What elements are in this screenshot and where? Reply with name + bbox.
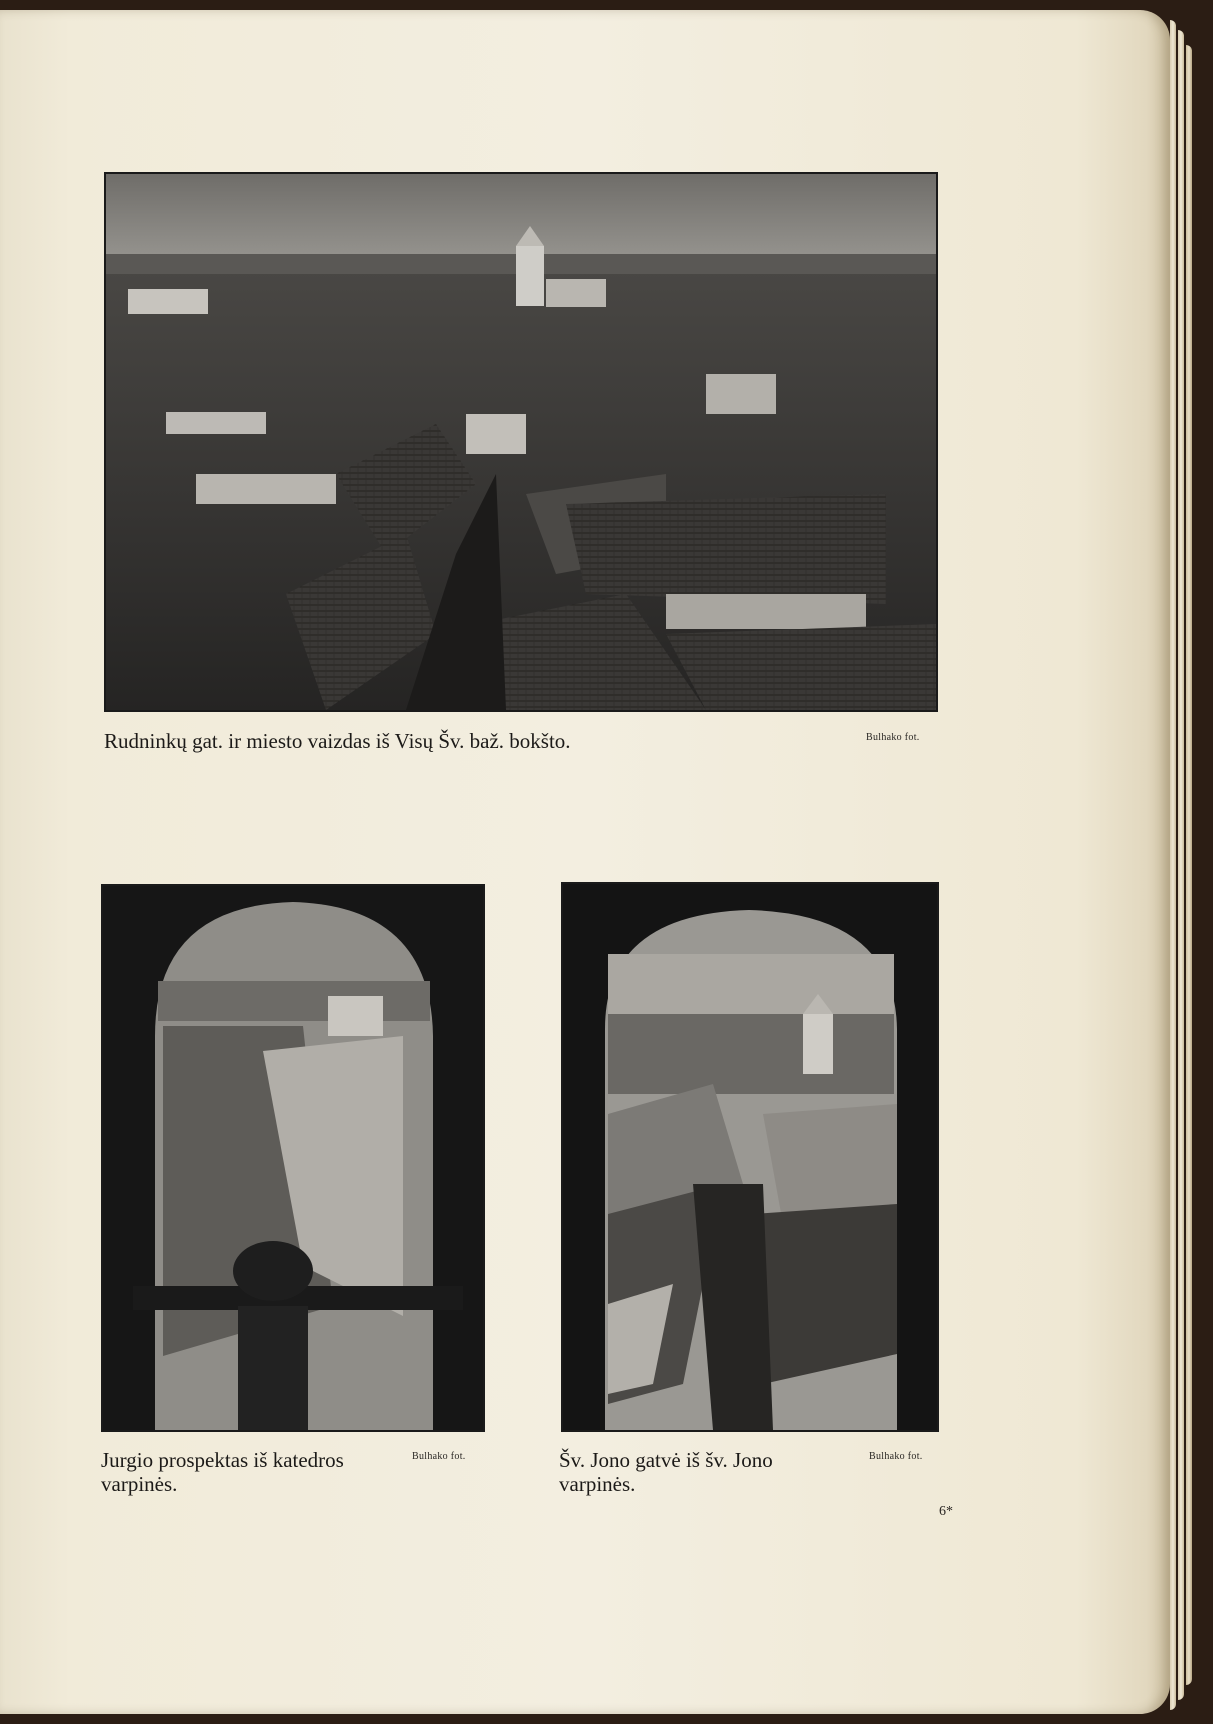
page-number: 6* <box>939 1504 953 1519</box>
top-photo-caption: Rudninkų gat. ir miesto vaizdas iš Visų Šv. baž. bokšto. <box>104 729 571 753</box>
left-photo-credit: Bulhako fot. <box>412 1451 466 1462</box>
top-photo-credit: Bulhako fot. <box>866 732 920 743</box>
photo-sv-jono-street-arch <box>561 882 939 1432</box>
page-edge <box>1170 20 1176 1710</box>
right-photo-credit: Bulhako fot. <box>869 1451 923 1462</box>
photo-rudninku-street-panorama <box>104 172 938 712</box>
left-photo-caption-line1: Jurgio prospektas iš katedros <box>101 1448 344 1472</box>
left-photo-caption-line2: varpinės. <box>101 1472 178 1496</box>
page-edge <box>1186 45 1192 1685</box>
page-edge <box>1178 30 1184 1700</box>
photo-jurgio-prospect-arch <box>101 884 485 1432</box>
right-photo-caption-line1: Šv. Jono gatvė iš šv. Jono <box>559 1448 773 1472</box>
right-photo-caption-line2: varpinės. <box>559 1472 636 1496</box>
